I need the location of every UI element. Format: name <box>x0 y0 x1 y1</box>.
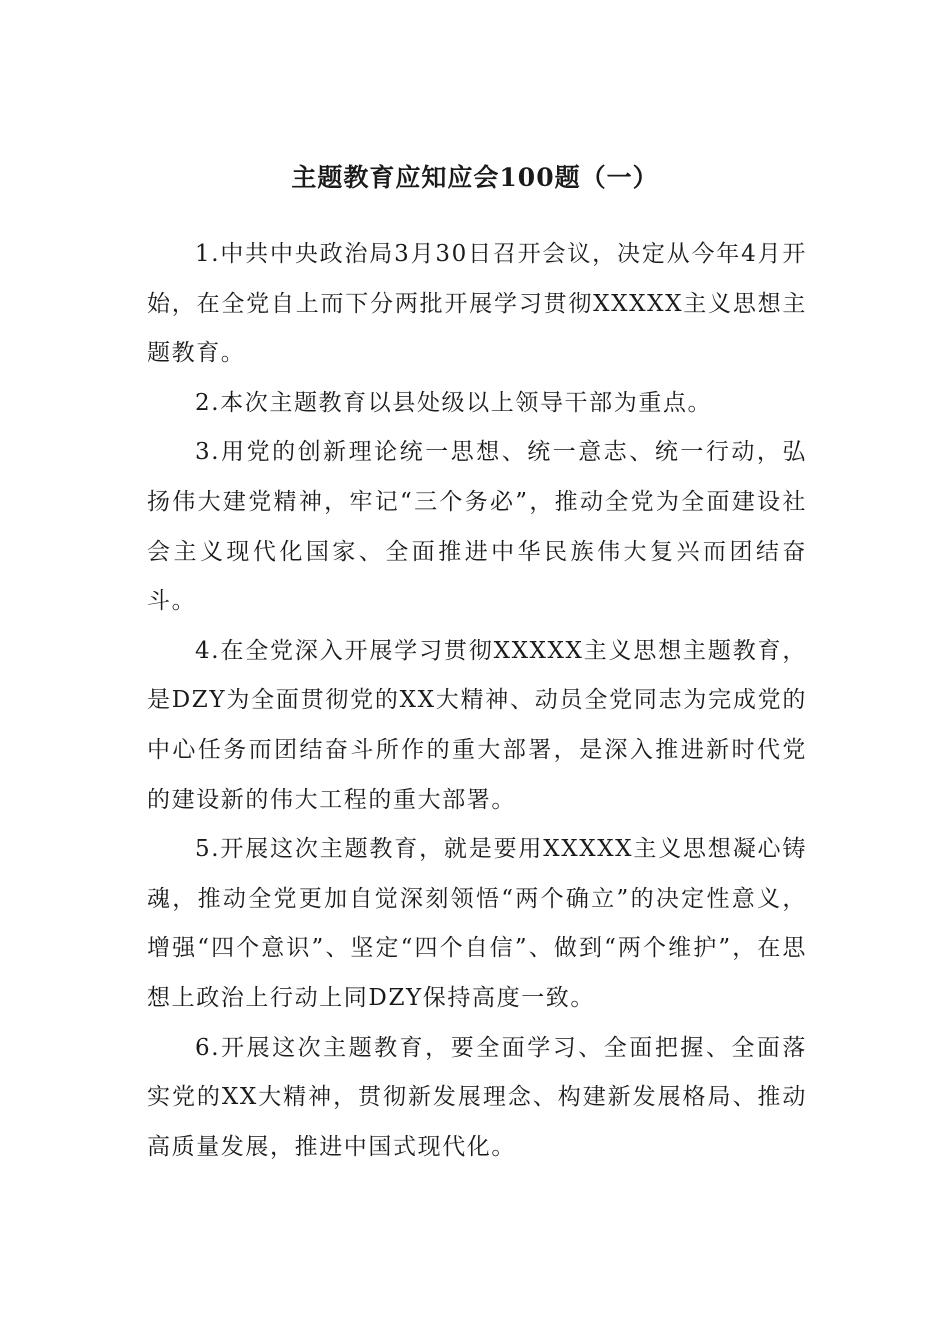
paragraph-6: 6.开展这次主题教育，要全面学习、全面把握、全面落实党的XX大精神，贯彻新发展理念、构建新发展格局、推动高质量发展，推进中国式现代化。 <box>147 1034 807 1160</box>
paragraph-1: 1.中共中央政治局3月30日召开会议，决定从今年4月开始，在全党自上而下分两批开展学习贯彻XXXXX主义思想主题教育。 <box>147 241 807 367</box>
paragraph-2: 2.本次主题教育以县处级以上领导干部为重点。 <box>195 389 713 416</box>
paragraph-5: 5.开展这次主题教育，就是要用XXXXX主义思想凝心铸魂，推动全党更加自觉深刻领悟“两个确立”的决定性意义，增强“四个意识”、坚定“四个自信”、做到“两个维护”，在思想上政治上行动上同DZY保持高度一致。 <box>147 836 807 1011</box>
document-body <box>147 230 807 1172</box>
paragraph-3: 3.用党的创新理论统一思想、统一意志、统一行动，弘扬伟大建党精神，牢记“三个务必”，推动全党为全面建设社会主义现代化国家、全面推进中华民族伟大复兴而团结奋斗。 <box>147 439 807 615</box>
document-title: 主题教育应知应会100题（一） <box>291 163 659 192</box>
paragraph-4: 4.在全党深入开展学习贯彻XXXXX主义思想主题教育，是DZY为全面贯彻党的XX大精神、动员全党同志为完成党的中心任务而团结奋斗所作的重大部署，是深入推进新时代党的建设新的伟大工程的重大部署。 <box>147 637 807 813</box>
